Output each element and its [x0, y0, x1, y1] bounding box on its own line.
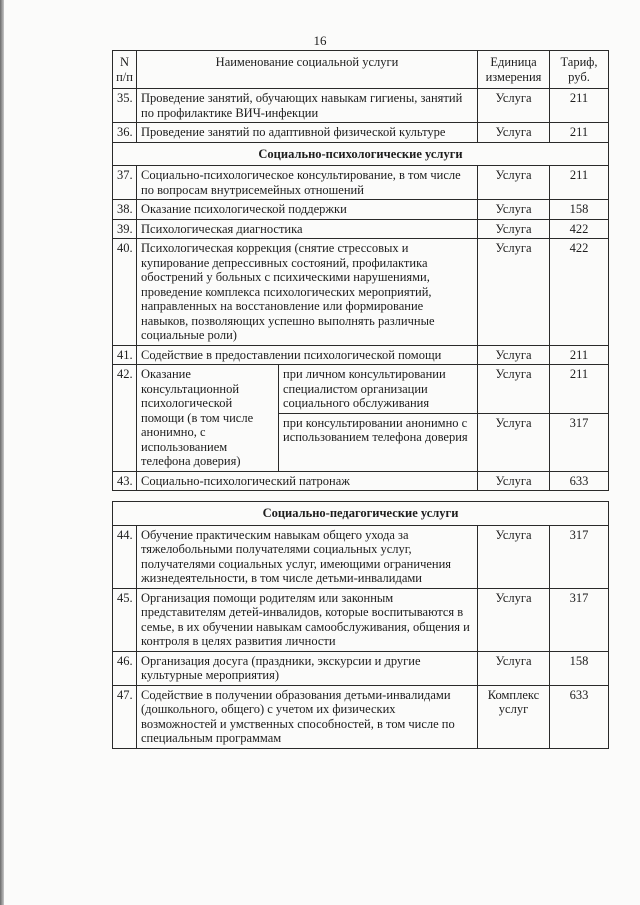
section-heading-ped	[113, 502, 609, 526]
table-row	[113, 685, 609, 748]
row-unit: Услуга	[478, 345, 550, 365]
table-row	[113, 525, 609, 588]
row-unit: Услуга	[478, 471, 550, 491]
table-row-42	[113, 365, 609, 472]
row-name: Проведение занятий по адаптивной физической культуре	[137, 123, 478, 143]
row-name: Психологическая коррекция (снятие стрессовых и купирование депрессивных состояний, профилактика обострений у больных с психическими нарушениями, проведение комплекса психологических мероприятий, направленных на восстановление или формирование навыков, позволяющих успешно выполнять различные социальные роли)	[137, 239, 478, 346]
row-tariff: 158	[550, 200, 609, 220]
section-title: Социально-психологические услуги	[113, 142, 609, 166]
row-tariff: 317	[550, 588, 609, 651]
table-gap	[113, 491, 609, 502]
row-tariff: 211	[550, 365, 608, 414]
row-tariff: 317	[569, 416, 589, 430]
row-num: 38.	[113, 200, 137, 220]
row-unit: Услуга	[478, 166, 550, 200]
row-unit: Услуга	[495, 416, 532, 430]
header-tariff: Тариф, руб.	[550, 51, 609, 89]
row-name: Социально-психологическое консультирование, в том числе по вопросам внутрисемейных отношений	[137, 166, 478, 200]
row-unit: Услуга	[478, 365, 549, 414]
row-num: 41.	[113, 345, 137, 365]
table-row	[113, 651, 609, 685]
header-unit: Единица измерения	[478, 51, 550, 89]
row-num: 40.	[113, 239, 137, 346]
row-unit: Услуга	[478, 651, 550, 685]
row-tariff: 211	[550, 89, 609, 123]
row-tariff: 633	[550, 471, 609, 491]
section-title: Социально-педагогические услуги	[113, 502, 609, 526]
row-name-split	[137, 365, 478, 472]
row-tariff: 422	[550, 219, 609, 239]
sub-option-hotline: при консультировании анонимно с использованием телефона доверия	[283, 415, 468, 444]
row-num: 35.	[113, 89, 137, 123]
row-tariff: 317	[550, 525, 609, 588]
row-unit: Услуга	[478, 219, 550, 239]
row-tariff: 211	[550, 345, 609, 365]
row-name: Организация досуга (праздники, экскурсии и другие культурные мероприятия)	[137, 651, 478, 685]
row-name: Содействие в получении образования детьми-инвалидами (дошкольного, общего) с учетом их физических возможностей и умственных способностей, в том числе по специальным программам	[137, 685, 478, 748]
row-name: Содействие в предоставлении психологической помощи	[137, 345, 478, 365]
page-number: 16	[313, 33, 327, 48]
table-row	[113, 123, 609, 143]
table-row	[113, 345, 609, 365]
row-unit: Услуга	[478, 588, 550, 651]
row-tariff: 211	[550, 123, 609, 143]
section-heading-psych	[113, 142, 609, 166]
row-name: Социально-психологический патронаж	[137, 471, 478, 491]
row-num: 46.	[113, 651, 137, 685]
sub-option-personal: при личном консультировании специалистом организации социального обслуживания	[279, 365, 477, 414]
table-row	[113, 166, 609, 200]
row-tariff: 211	[550, 166, 609, 200]
row-unit: Комплекс услуг	[478, 685, 550, 748]
table-header	[113, 51, 609, 89]
row-num: 37.	[113, 166, 137, 200]
table-row	[113, 89, 609, 123]
row-tariff: 422	[550, 239, 609, 346]
row-unit: Услуга	[478, 123, 550, 143]
header-name: Наименование социальной услуги	[137, 51, 478, 89]
tariff-table	[112, 50, 609, 749]
row-tariff: 633	[550, 685, 609, 748]
row-num: 42.	[113, 365, 137, 472]
row-unit: Услуга	[478, 89, 550, 123]
header-num: N п/п	[113, 51, 137, 89]
row-num: 39.	[113, 219, 137, 239]
row-num: 36.	[113, 123, 137, 143]
row-num: 43.	[113, 471, 137, 491]
row-unit: Услуга	[478, 525, 550, 588]
row-unit: Услуга	[478, 200, 550, 220]
table-row	[113, 588, 609, 651]
table-row	[113, 219, 609, 239]
row-name: Психологическая диагностика	[137, 219, 478, 239]
table-row	[113, 200, 609, 220]
row-num: 45.	[113, 588, 137, 651]
row-tariff: 158	[550, 651, 609, 685]
scan-edge	[0, 0, 4, 905]
row-num: 47.	[113, 685, 137, 748]
row-name: Оказание психологической поддержки	[137, 200, 478, 220]
row-name: Организация помощи родителям или законным представителям детей-инвалидов, которые воспитываются в семье, в их обучении навыкам самообслуживания, общения и контроля в целях развития личности	[137, 588, 478, 651]
row-name: Оказание консультационной психологической помощи (в том числе анонимно, с использованием телефона доверия)	[137, 365, 279, 471]
table-row	[113, 239, 609, 346]
row-num: 44.	[113, 525, 137, 588]
row-unit: Услуга	[478, 239, 550, 346]
table-row	[113, 471, 609, 491]
row-name: Обучение практическим навыкам общего ухода за тяжелобольными получателями социальных услуг, получателями социальных услуг, имеющими ограничения жизнедеятельности, в том числе детьми-инвалидами	[137, 525, 478, 588]
row-name: Проведение занятий, обучающих навыкам гигиены, занятий по профилактике ВИЧ-инфекции	[137, 89, 478, 123]
